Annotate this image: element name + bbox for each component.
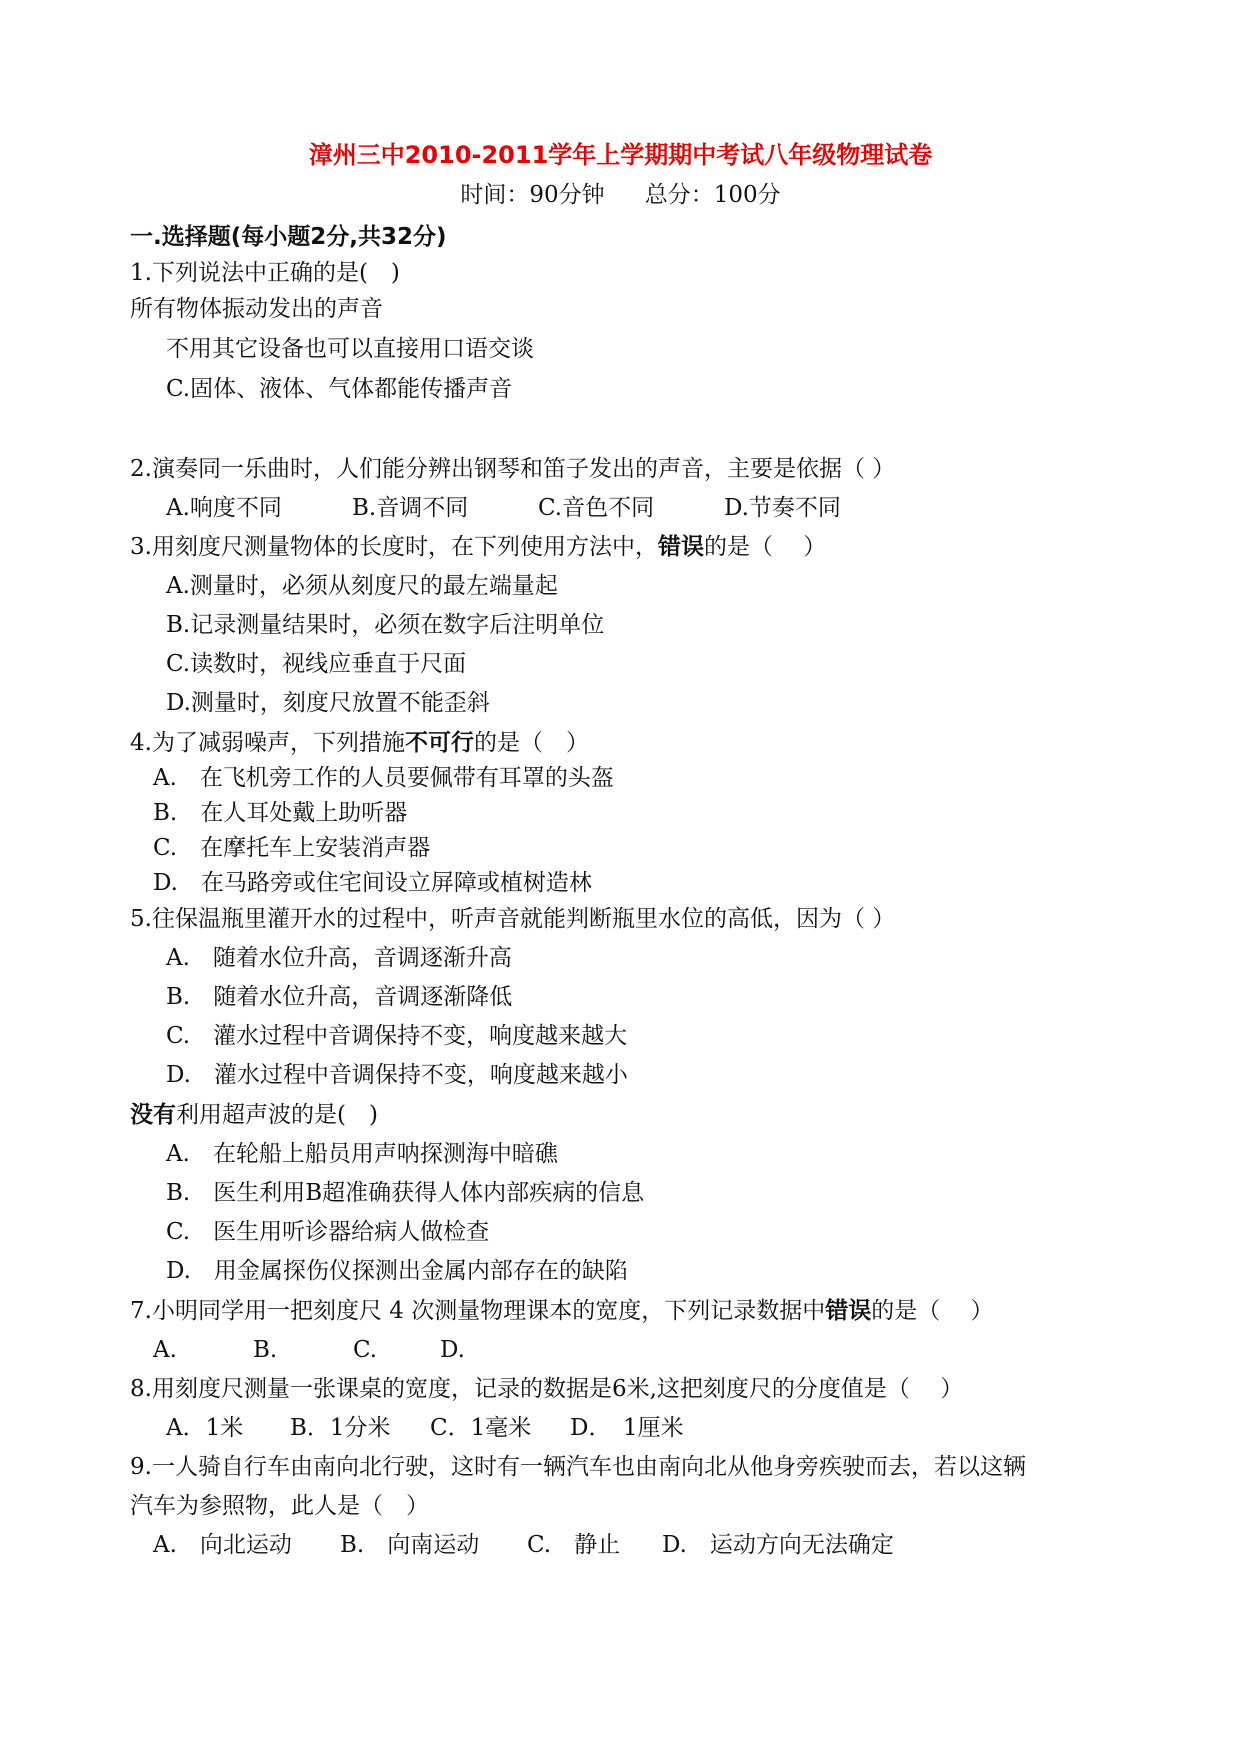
q2-option-b: B.音调不同 <box>352 495 469 521</box>
q3-option-c: C.读数时，视线应垂直于尺面 <box>166 651 467 677</box>
q6-stem-post: 利用超声波的是( ) <box>176 1102 378 1128</box>
exam-title: 漳州三中2010-2011学年上学期期中考试八年级物理试卷 <box>308 141 933 169</box>
q8-stem: 8.用刻度尺测量一张课桌的宽度，记录的数据是6米,这把刻度尺的分度值是（ ） <box>130 1376 964 1402</box>
q6-option-c: C. 医生用听诊器给病人做检查 <box>166 1219 490 1245</box>
q4-stem-emphasis: 不可行 <box>404 730 474 756</box>
q9-stem-line1: 9.一人骑自行车由南向北行驶，这时有一辆汽车也由南向北从他身旁疾驶而去，若以这辆 <box>130 1454 1026 1480</box>
q3-option-d: D.测量时，刻度尺放置不能歪斜 <box>166 690 490 716</box>
q9-option-c: C. 静止 <box>527 1532 621 1558</box>
q2-option-c: C.音色不同 <box>538 495 655 521</box>
q7-option-c: C. <box>353 1337 378 1363</box>
q1-option-b: 不用其它设备也可以直接用口语交谈 <box>166 336 534 362</box>
q2-stem: 2.演奏同一乐曲时，人们能分辨出钢琴和笛子发出的声音，主要是依据（ ） <box>130 456 896 482</box>
q7-stem-emphasis: 错误 <box>825 1298 872 1324</box>
q4-option-b: B. 在人耳处戴上助听器 <box>153 800 408 826</box>
q7-option-b: B. <box>253 1337 278 1363</box>
q9-option-b: B. 向南运动 <box>340 1532 480 1558</box>
q1-option-a: 所有物体振动发出的声音 <box>130 296 383 322</box>
q4-option-a: A. 在飞机旁工作的人员要佩带有耳罩的头盔 <box>153 765 614 791</box>
q6-stem-emphasis: 没有 <box>130 1102 176 1128</box>
q4-stem <box>130 728 589 758</box>
q7-stem-post: 的是（ ） <box>871 1298 994 1324</box>
q4-option-c: C. 在摩托车上安装消声器 <box>153 835 431 861</box>
q1-stem: 1.下列说法中正确的是( ) <box>130 260 400 286</box>
time-label: 时间：90分钟 <box>460 182 605 208</box>
q5-option-a: A. 随着水位升高，音调逐渐升高 <box>166 945 512 971</box>
q5-option-b: B. 随着水位升高，音调逐渐降低 <box>166 984 513 1010</box>
q3-option-a: A.测量时，必须从刻度尺的最左端量起 <box>166 573 558 599</box>
q7-stem-pre: 7.小明同学用一把刻度尺 4 次测量物理课本的宽度，下列记录数据中 <box>130 1298 826 1324</box>
q1-option-c: C.固体、液体、气体都能传播声音 <box>166 376 513 402</box>
q2-option-d: D.节奏不同 <box>724 495 841 521</box>
score-label: 总分：100分 <box>644 182 781 208</box>
q4-stem-pre: 4.为了减弱噪声，下列措施 <box>130 730 405 756</box>
q9-stem-line2: 汽车为参照物，此人是（ ） <box>130 1493 429 1519</box>
q9-option-a: A. 向北运动 <box>153 1532 292 1558</box>
q6-option-a: A. 在轮船上船员用声呐探测海中暗礁 <box>166 1141 558 1167</box>
q3-stem-pre: 3.用刻度尺测量物体的长度时，在下列使用方法中， <box>130 534 658 560</box>
q6-stem <box>130 1100 378 1130</box>
q5-option-d: D. 灌水过程中音调保持不变，响度越来越小 <box>166 1062 628 1088</box>
q7-option-d: D. <box>440 1337 465 1363</box>
q3-stem-post: 的是（ ） <box>703 534 827 560</box>
exam-info <box>0 176 1241 209</box>
q3-option-b: B.记录测量结果时，必须在数字后注明单位 <box>166 612 605 638</box>
q3-stem-emphasis: 错误 <box>657 534 704 560</box>
q8-option-d: D． 1厘米 <box>570 1415 684 1441</box>
section-title: 一.选择题(每小题2分,共32分) <box>130 224 447 250</box>
q7-option-a: A. <box>153 1337 177 1363</box>
q5-option-c: C. 灌水过程中音调保持不变，响度越来越大 <box>166 1023 628 1049</box>
q9-option-d: D. 运动方向无法确定 <box>662 1532 894 1558</box>
q4-stem-post: 的是（ ） <box>473 730 589 756</box>
q2-option-a: A.响度不同 <box>166 495 282 521</box>
q4-option-d: D. 在马路旁或住宅间设立屏障或植树造林 <box>153 870 592 896</box>
q5-stem: 5.往保温瓶里灌开水的过程中，听声音就能判断瓶里水位的高低，因为（ ） <box>130 906 896 932</box>
q8-option-a: A．1米 <box>166 1415 244 1441</box>
q8-option-c: C．1毫米 <box>430 1415 532 1441</box>
q6-option-d: D. 用金属探伤仪探测出金属内部存在的缺陷 <box>166 1258 628 1284</box>
q3-stem <box>130 532 826 562</box>
q8-option-b: B．1分米 <box>290 1415 391 1441</box>
q6-option-b: B. 医生利用B超准确获得人体内部疾病的信息 <box>166 1180 645 1206</box>
q7-stem <box>130 1296 994 1326</box>
